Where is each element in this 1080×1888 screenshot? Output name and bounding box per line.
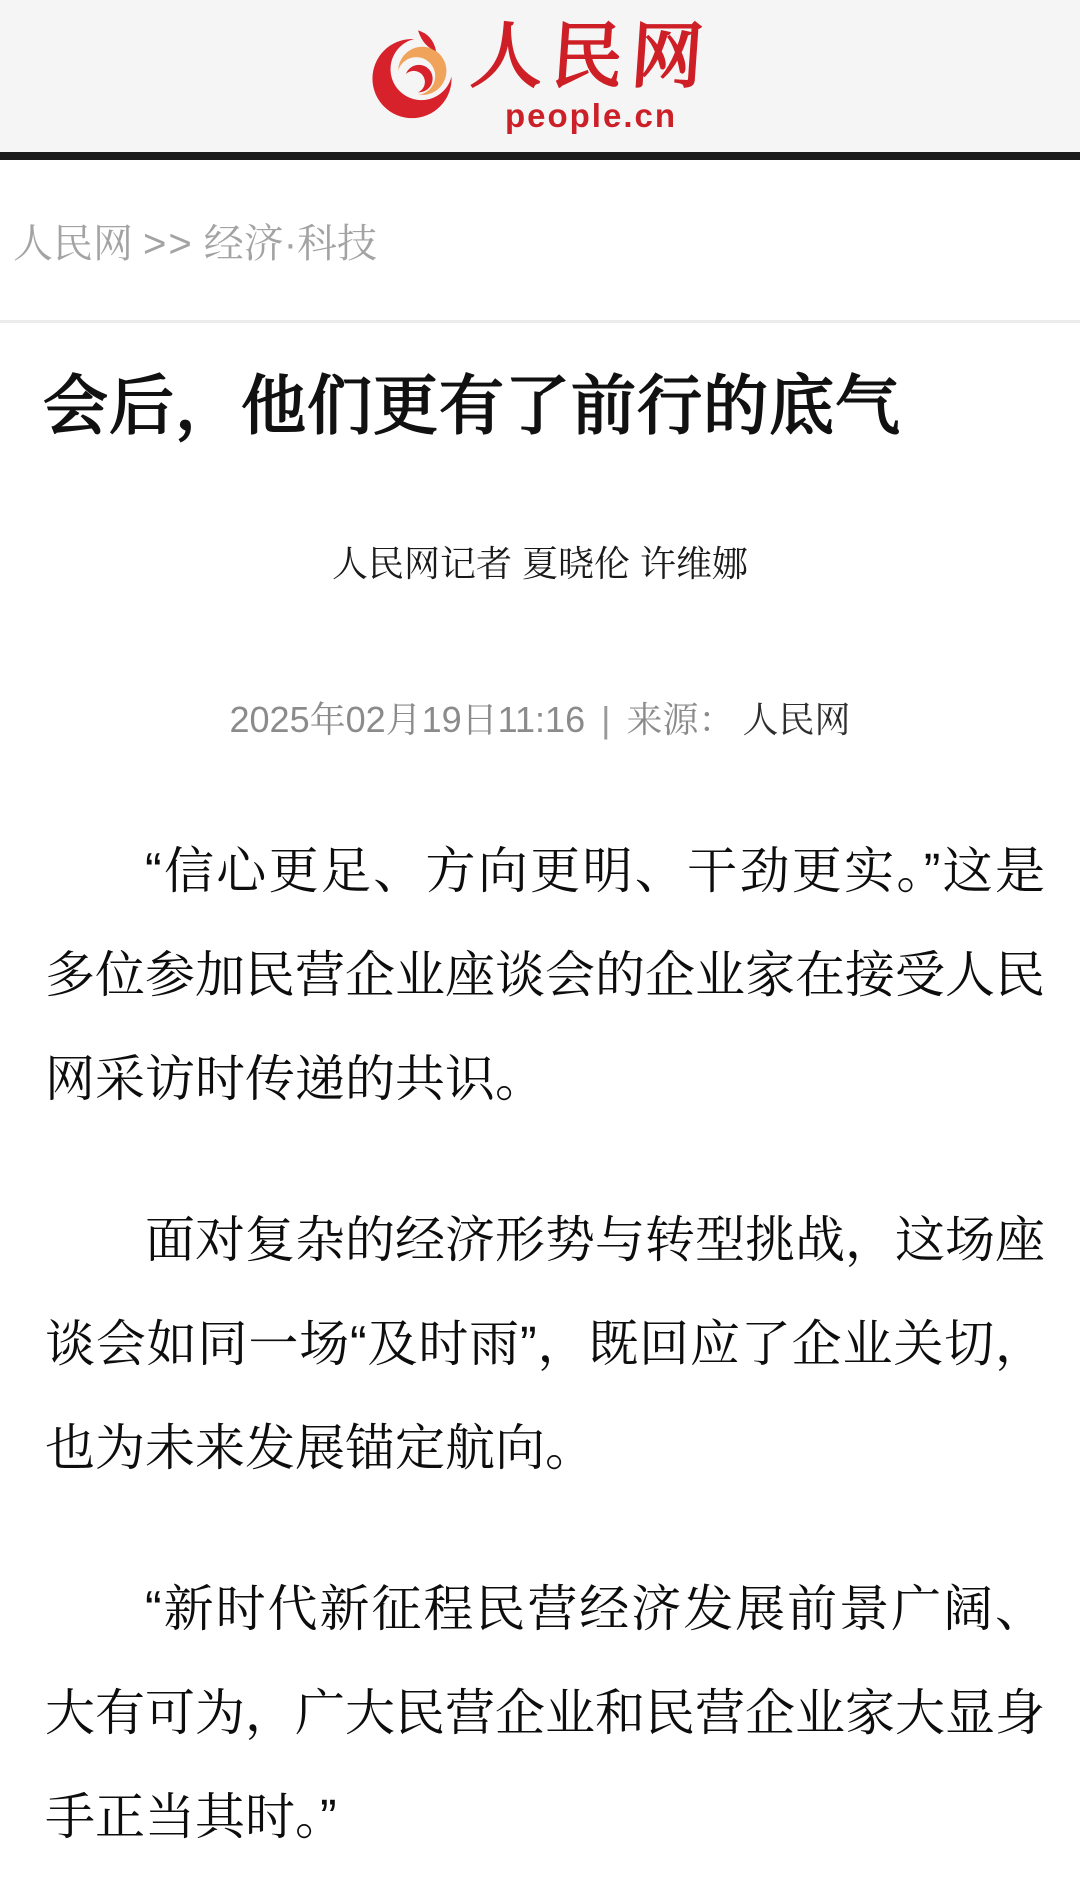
logo-domain: people.cn bbox=[504, 96, 677, 134]
header-divider-bar bbox=[0, 152, 1080, 160]
breadcrumb-site-link[interactable]: 人民网 bbox=[13, 222, 133, 266]
logo-text bbox=[468, 16, 714, 134]
people-cn-logo[interactable] bbox=[369, 16, 714, 134]
dateline-separator: | bbox=[601, 699, 611, 740]
breadcrumb-separator: >> bbox=[143, 222, 194, 266]
paragraph: “新时代新征程民营经济发展前景广阔、大有可为，广大民营企业和民营企业家大显身手正当其时。” bbox=[45, 1581, 1045, 1845]
publish-datetime: 2025年02月19日11:16 bbox=[229, 699, 586, 740]
breadcrumb-divider-line bbox=[0, 320, 1080, 323]
source-label: 来源： bbox=[626, 699, 735, 740]
paragraph: “信心更足、方向更明、干劲更实。”这是多位参加民营企业座谈会的企业家在接受人民网采访时传递的共识。 bbox=[45, 843, 1045, 1107]
article-byline: 人民网记者 夏晓伦 许维娜 bbox=[331, 543, 748, 584]
article-main bbox=[0, 370, 1080, 1869]
article-dateline bbox=[0, 698, 1080, 742]
breadcrumb-section-link[interactable]: 经济·科技 bbox=[203, 222, 378, 266]
people-cn-logo-icon bbox=[369, 28, 455, 124]
article-title: 会后，他们更有了前行的底气 bbox=[43, 369, 902, 442]
logo-wordmark: 人民网 bbox=[468, 16, 714, 97]
breadcrumb bbox=[0, 160, 1080, 320]
source-link[interactable]: 人民网 bbox=[742, 699, 851, 740]
article-body bbox=[0, 819, 1080, 1869]
site-header bbox=[0, 0, 1080, 152]
paragraph: 面对复杂的经济形势与转型挑战，这场座谈会如同一场“及时雨”，既回应了企业关切，也为未来发展锚定航向。 bbox=[45, 1212, 1045, 1476]
